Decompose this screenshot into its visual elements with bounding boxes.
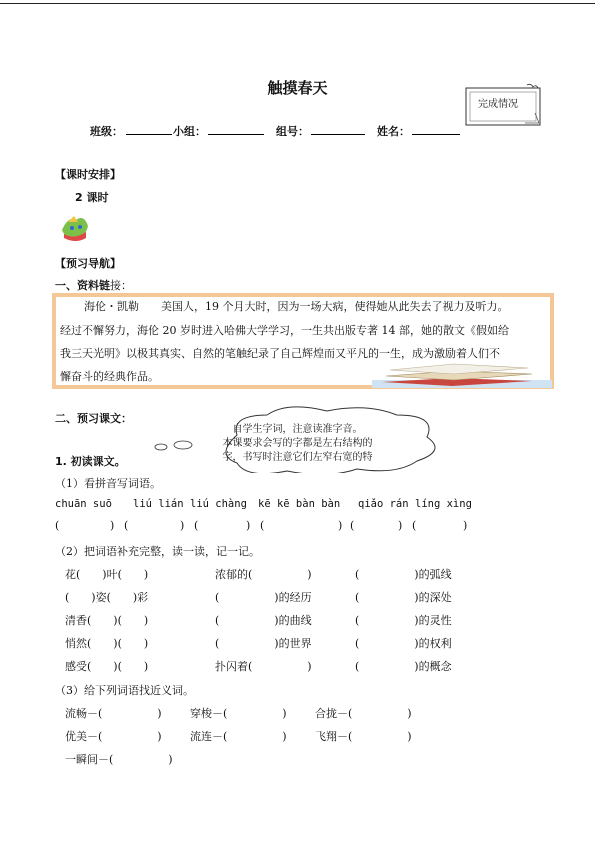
bio-line-4: 懈奋斗的经典作品。 (60, 370, 159, 383)
group-field[interactable] (208, 123, 264, 135)
bio-line-2: 经过不懈努力，海伦 20 岁时进入哈佛大学学习，一生共出版专著 14 部，她的散文《假如给 (60, 324, 509, 337)
fill-4-1[interactable]: 悄然( )( ) (65, 637, 149, 650)
name-label: 姓名： (377, 125, 410, 138)
synonym-1-1[interactable]: 流畅－( ) (65, 707, 162, 720)
section2-title: 二、预习课文： (55, 412, 132, 425)
pinyin-answer-3[interactable]: ( (194, 519, 199, 532)
bio-line-3: 我三天光明》以极其真实、自然的笔触纪录了自己辉煌而又平凡的一生，成为激励着人们不 (60, 347, 500, 360)
sub2-title: （2）把词语补充完整，读一读，记一记。 (55, 545, 260, 558)
fill-3-1[interactable]: 清香( )( ) (65, 614, 149, 627)
pinyin-answer-6[interactable]: ( (412, 519, 417, 532)
synonym-2-3[interactable]: 飞翔－( ) (315, 730, 412, 743)
pinyin-answer-2[interactable]: ( (124, 519, 129, 532)
pinyin-3: liú chàng (190, 498, 247, 510)
fill-2-1[interactable]: ( )姿( )彩 (65, 591, 149, 604)
class-field[interactable] (126, 123, 172, 135)
pinyin-4: kē kē bàn bàn (258, 498, 341, 510)
pinyin-5: qiǎo rán (358, 498, 409, 510)
class-label: 班级： (90, 125, 123, 138)
top-rule (0, 3, 595, 4)
preview-heading: 【预习导航】 (55, 257, 121, 270)
pinyin-answer-4[interactable]: ( (260, 519, 265, 532)
fill-2-2[interactable]: ( )的经历 (215, 591, 312, 604)
group-no-label: 组号： (276, 125, 309, 138)
fill-5-3[interactable]: ( )的概念 (355, 660, 452, 673)
synonym-2-2[interactable]: 流连－( ) (190, 730, 287, 743)
fill-2-3[interactable]: ( )的深处 (355, 591, 452, 604)
fill-3-3[interactable]: ( )的灵性 (355, 614, 452, 627)
bio-line-1: 海伦・凯勒 美国人，19 个月大时，因为一场大病，使得她从此失去了视力及听力。 (84, 300, 509, 313)
fill-1-1[interactable]: 花( )叶( ) (65, 568, 149, 581)
group-no-field[interactable] (311, 123, 365, 135)
section1-title: 一、资料链接： (55, 279, 132, 292)
pinyin-1: chuān suō (55, 498, 112, 510)
schedule-value: 2 课时 (75, 191, 109, 204)
clipart-icon (58, 214, 92, 246)
group-label: 小组： (173, 125, 206, 138)
fill-4-3[interactable]: ( )的权利 (355, 637, 452, 650)
fill-1-3[interactable]: ( )的弧线 (355, 568, 452, 581)
synonym-1-3[interactable]: 合拢－( ) (315, 707, 412, 720)
cloud-line-1: 自学生字词，注意读准字音。 (232, 424, 363, 435)
synonym-2-1[interactable]: 优美－( ) (65, 730, 162, 743)
pinyin-6: líng xìng (415, 498, 472, 510)
cloud-line-3: 字，书写时注意它们左窄右宽的特 (222, 452, 373, 463)
cloud-line-2: 本课要求会写的字都是左右结构的 (222, 438, 373, 449)
pinyin-2: liú lián (133, 498, 184, 510)
fill-1-2[interactable]: 浓郁的( ) (215, 568, 312, 581)
pinyin-answer-5[interactable]: ( (350, 519, 355, 532)
name-field[interactable] (412, 123, 460, 135)
fill-5-1[interactable]: 感受( )( ) (65, 660, 149, 673)
fill-5-2[interactable]: 扑闪着( ) (215, 660, 312, 673)
page-title: 触摸春天 (267, 79, 328, 97)
task1-title: 1. 初读课文。 (55, 455, 126, 468)
fill-3-2[interactable]: ( )的曲线 (215, 614, 312, 627)
stamp-label: 完成情况 (478, 99, 518, 110)
fill-4-2[interactable]: ( )的世界 (215, 637, 312, 650)
sub1-title: （1）看拼音写词语。 (55, 477, 161, 490)
schedule-heading: 【课时安排】 (55, 168, 121, 181)
sub3-title: （3）给下列词语找近义词。 (55, 684, 194, 697)
books-icon (372, 358, 552, 388)
synonym-3-1[interactable]: 一瞬间－( ) (65, 753, 173, 766)
pinyin-answer-1[interactable]: ( (55, 519, 60, 532)
synonym-1-2[interactable]: 穿梭－( ) (190, 707, 287, 720)
